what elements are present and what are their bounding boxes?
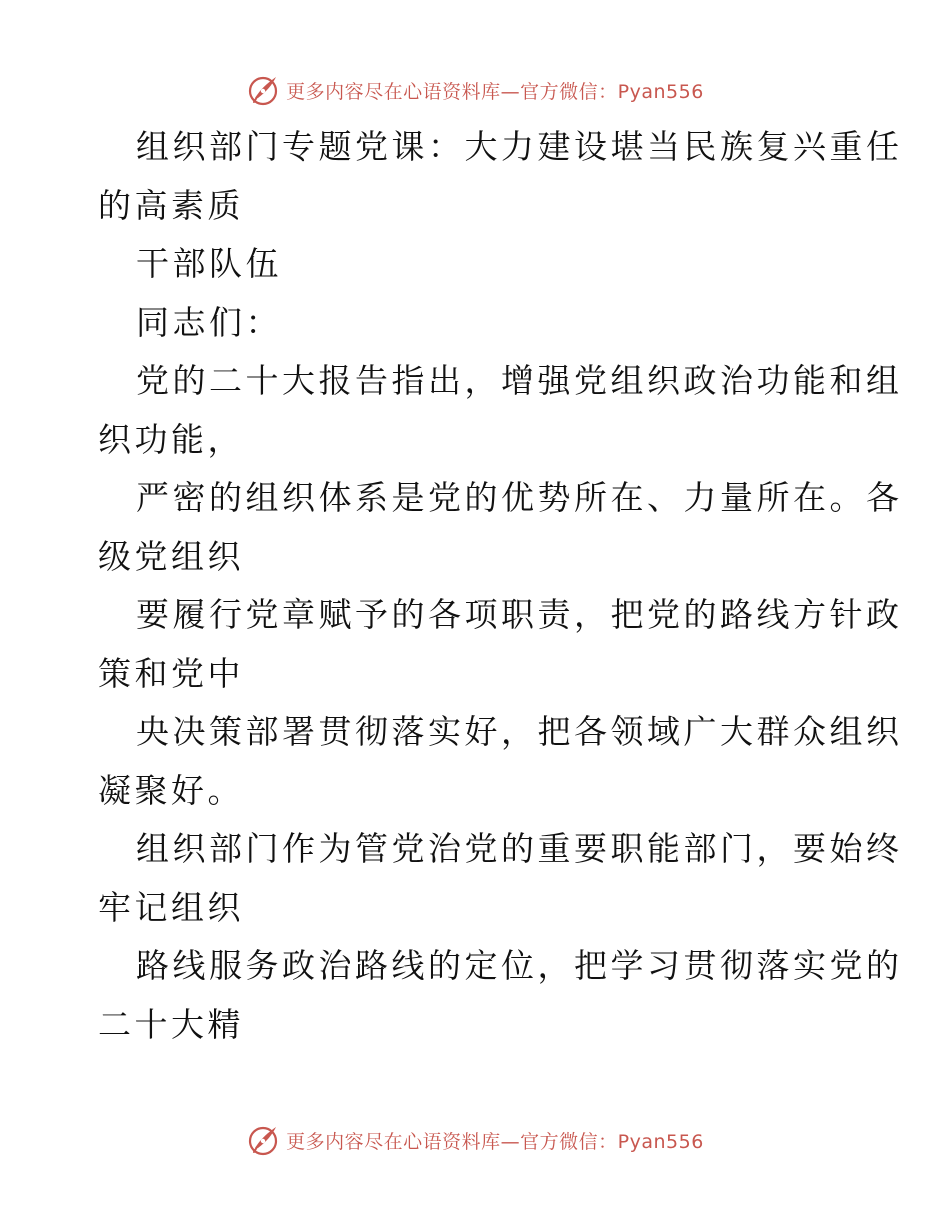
- body-line: 要履行党章赋予的各项职责，把党的路线方针政: [136, 595, 903, 634]
- document-title-line-1: 组织部门专题党课：大力建设堪当民族复兴重任: [136, 127, 903, 166]
- watermark-text: 更多内容尽在心语资料库—官方微信：Pyan556: [286, 80, 704, 103]
- body-line: 严密的组织体系是党的优势所在、力量所在。各: [136, 478, 903, 517]
- document-body: [98, 118, 903, 1054]
- salutation: 同志们：: [136, 302, 282, 342]
- body-line: 策和党中: [98, 653, 244, 693]
- body-line: 党的二十大报告指出，增强党组织政治功能和组: [136, 361, 903, 400]
- watermark-text: 更多内容尽在心语资料库—官方微信：Pyan556: [286, 1130, 704, 1153]
- body-line: 组织部门作为管党治党的重要职能部门，要始终: [136, 829, 903, 868]
- document-title-line-2: 的高素质: [98, 185, 244, 225]
- body-line: 织功能，: [98, 419, 244, 459]
- body-line: 凝聚好。: [98, 770, 244, 810]
- document-title-line-3: 干部队伍: [136, 244, 282, 283]
- footer-watermark: [0, 1120, 950, 1160]
- header-watermark: [0, 70, 950, 110]
- body-line: 牢记组织: [98, 887, 244, 927]
- body-line: 路线服务政治路线的定位，把学习贯彻落实党的: [136, 946, 903, 985]
- quill-pen-logo-icon: [246, 72, 282, 108]
- body-line: 级党组织: [98, 536, 244, 576]
- body-line: 央决策部署贯彻落实好，把各领域广大群众组织: [136, 712, 903, 751]
- body-line: 二十大精: [98, 1004, 244, 1044]
- quill-pen-logo-icon: [246, 1122, 282, 1158]
